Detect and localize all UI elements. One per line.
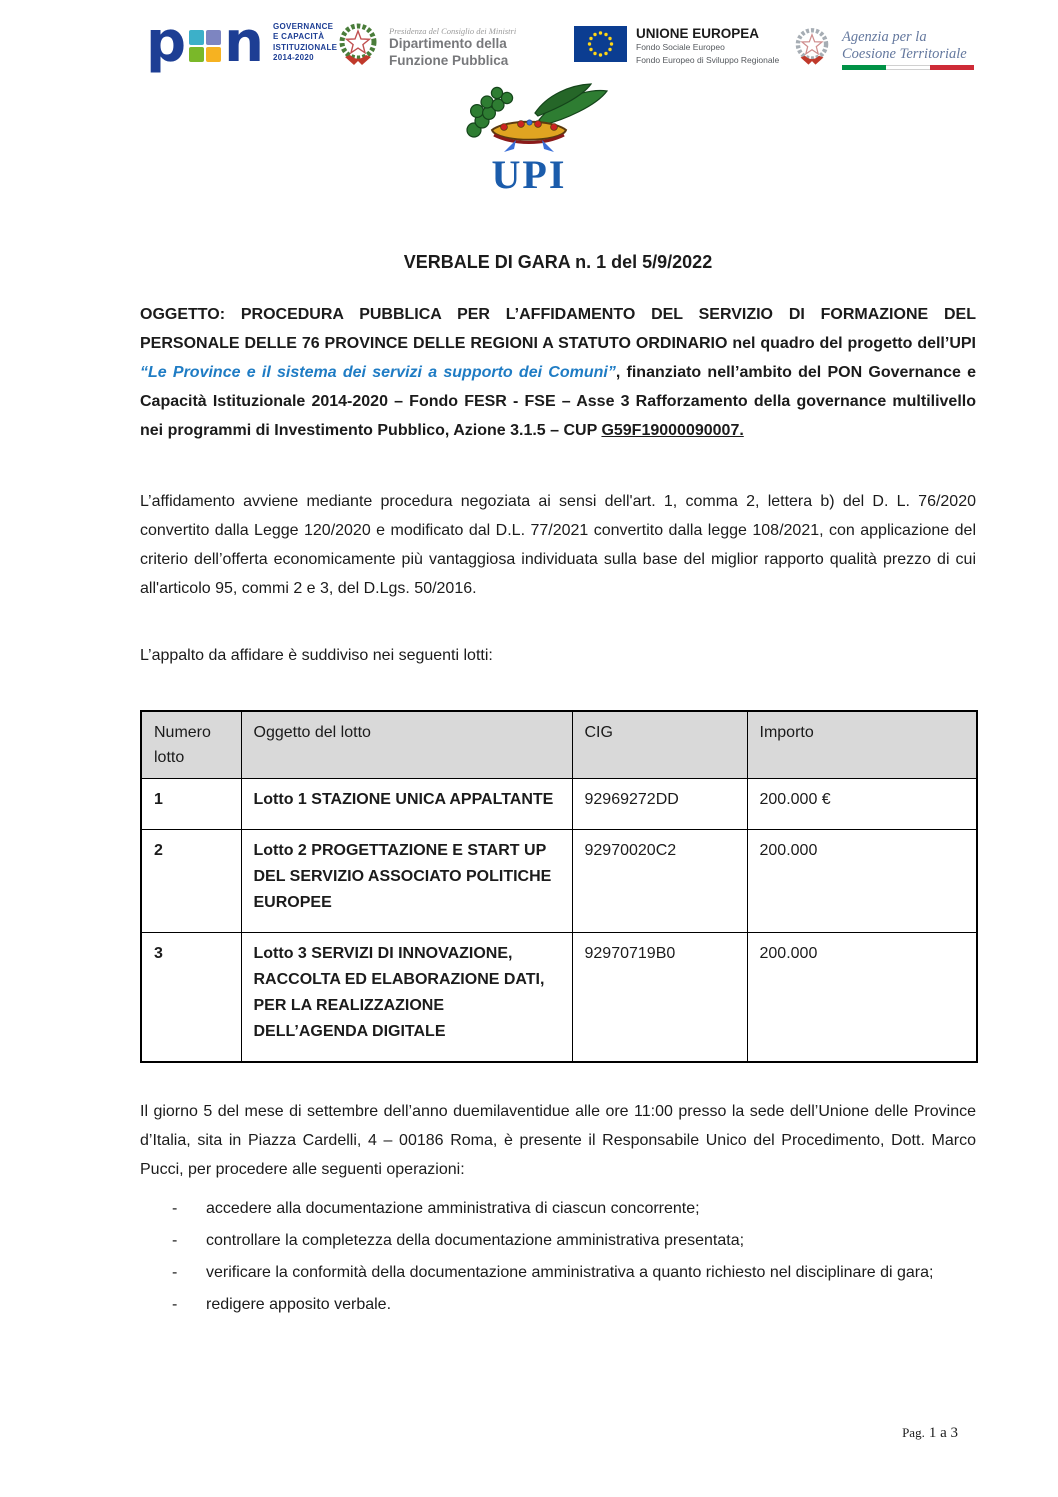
operation-text: verificare la conformità della documentazione amministrativa a quanto richiesto nel disciplinare di gara; xyxy=(206,1264,934,1281)
header-oggetto-lotto: Oggetto del lotto xyxy=(241,711,572,779)
italy-emblem-gray-icon xyxy=(790,22,834,77)
pon-logo xyxy=(146,9,338,75)
cell-oggetto: Lotto 3 SERVIZI DI INNOVAZIONE, RACCOLTA ED ELABORAZIONE DATI, PER LA REALIZZAZIONE DELL’AGENDA DIGITALE xyxy=(241,933,572,1063)
cell-importo: 200.000 xyxy=(747,830,977,933)
page-number-label: Pag. xyxy=(902,1425,925,1440)
agenzia-line-1: Agenzia per la xyxy=(842,28,927,45)
oggetto-quote: “Le Province e il sistema dei servizi a supporto dei Comuni” xyxy=(140,364,616,381)
list-item xyxy=(140,1226,976,1255)
dipartimento-line1: Dipartimento della xyxy=(389,35,507,51)
eu-flag-icon xyxy=(574,26,627,67)
eu-title: UNIONE EUROPEA xyxy=(636,26,760,42)
affidamento-paragraph: L’affidamento avviene mediante procedura negoziata ai sensi dell'art. 1, comma 2, lettera b) del D. L. 76/2020 convertito dalla Legge 120/2020 e modificato dal D.L. 77/2021 convertito dalla legge 108/2021, con applicazione del criterio dell’offerta economicamente più vantaggiosa individuata sulla base del miglior rapporto qualità prezzo di cui all'articolo 95, commi 2 e 3, del D.Lgs. 50/2016. xyxy=(140,493,976,597)
funzione-pubblica-logo xyxy=(333,18,516,77)
dash-bullet: - xyxy=(172,1264,178,1281)
header-numero-lotto: Numero lotto xyxy=(141,711,241,779)
eu-text xyxy=(636,26,779,67)
table-row xyxy=(141,933,977,1063)
funzione-pubblica-text xyxy=(389,26,516,70)
cell-oggetto: Lotto 1 STAZIONE UNICA APPALTANTE xyxy=(241,779,572,830)
agenzia-coesione-logo xyxy=(790,22,974,77)
cell-importo: 200.000 xyxy=(747,933,977,1063)
pon-caption-line: GOVERNANCE xyxy=(272,22,334,31)
table-row xyxy=(141,830,977,933)
cell-cig: 92970020C2 xyxy=(572,830,747,933)
page-number xyxy=(902,1424,958,1442)
lotti-intro-line: L’appalto da affidare è suddiviso nei seguenti lotti: xyxy=(140,647,493,664)
unione-europea-logo xyxy=(574,26,779,67)
list-item xyxy=(140,1290,976,1319)
pon-caption-line: E CAPACITÀ xyxy=(272,32,325,42)
tricolor-bar-icon xyxy=(842,65,974,70)
pon-squares-icon xyxy=(189,24,221,62)
operation-text: accedere alla documentazione amministrativa di ciascun concorrente; xyxy=(206,1200,700,1217)
lotti-table-header xyxy=(141,711,977,779)
upi-logo xyxy=(0,78,1058,198)
dash-bullet: - xyxy=(172,1200,178,1217)
oggetto-paragraph xyxy=(140,300,976,445)
eu-subtitle-1: Fondo Sociale Europeo xyxy=(636,42,725,53)
eu-subtitle-2: Fondo Europeo di Sviluppo Regionale xyxy=(636,55,780,65)
pon-wordmark xyxy=(146,9,264,75)
oggetto-text-2: , finanziato nell’ambito del PON Governance e Capacità Istituzionale 2014-2020 – Fondo FESR - FSE – Asse 3 Rafforzamento della governance multilivello nei programmi di Investimento Pubblico, Azione 3.1.5 – CUP xyxy=(140,364,977,439)
lotti-table xyxy=(140,710,978,1063)
cell-cig: 92969272DD xyxy=(572,779,747,830)
cell-cig: 92970719B0 xyxy=(572,933,747,1063)
cup-code: G59F19000090007. xyxy=(601,422,744,439)
header-cig: CIG xyxy=(572,711,747,779)
agenzia-text xyxy=(842,29,974,70)
operation-text: redigere apposito verbale. xyxy=(206,1296,392,1313)
oggetto-text-1: OGGETTO: PROCEDURA PUBBLICA PER L’AFFIDAMENTO DEL SERVIZIO DI FORMAZIONE DEL PERSONALE DELLE 76 PROVINCE DELLE REGIONI A STATUTO ORDINARIO nel quadro del progetto dell’UPI xyxy=(140,306,976,352)
list-item xyxy=(140,1194,976,1223)
operations-list xyxy=(140,1194,976,1319)
document-content xyxy=(140,252,976,1322)
cell-numero: 3 xyxy=(141,933,241,1063)
page-number-value: 1 a 3 xyxy=(928,1425,958,1441)
italy-emblem-icon xyxy=(333,18,383,77)
seduta-paragraph: Il giorno 5 del mese di settembre dell’anno duemilaventidue alle ore 11:00 presso la sede dell’Unione delle Province d’Italia, sita in Piazza Cardelli, 4 – 00186 Roma, è presente il Responsabile Unico del Procedimento, Dott. Marco Pucci, per procedere alle seguenti operazioni: xyxy=(140,1103,976,1178)
dash-bullet: - xyxy=(172,1296,178,1313)
pon-caption-line: 2014-2020 xyxy=(272,53,314,63)
agenzia-line-2: Coesione Territoriale xyxy=(842,45,967,62)
cell-numero: 1 xyxy=(141,779,241,830)
pon-caption-line: ISTITUZIONALE xyxy=(272,42,338,52)
cell-importo: 200.000 € xyxy=(747,779,977,830)
cell-numero: 2 xyxy=(141,830,241,933)
page-title: VERBALE DI GARA n. 1 del 5/9/2022 xyxy=(403,252,713,272)
list-item xyxy=(140,1258,976,1287)
cell-oggetto: Lotto 2 PROGETTAZIONE E START UP DEL SERVIZIO ASSOCIATO POLITICHE EUROPEE xyxy=(241,830,572,933)
pon-letter-p: p xyxy=(146,9,187,75)
pon-letter-n: n xyxy=(224,9,264,75)
dash-bullet: - xyxy=(172,1232,178,1249)
dipartimento-line2: Funzione Pubblica xyxy=(389,52,509,68)
upi-wordmark: UPI xyxy=(491,152,567,197)
presidenza-line: Presidenza del Consiglio dei Ministri xyxy=(389,25,517,36)
table-row xyxy=(141,779,977,830)
pon-caption xyxy=(273,22,337,64)
operation-text: controllare la completezza della documentazione amministrativa presentata; xyxy=(206,1232,745,1249)
header-importo: Importo xyxy=(747,711,977,779)
